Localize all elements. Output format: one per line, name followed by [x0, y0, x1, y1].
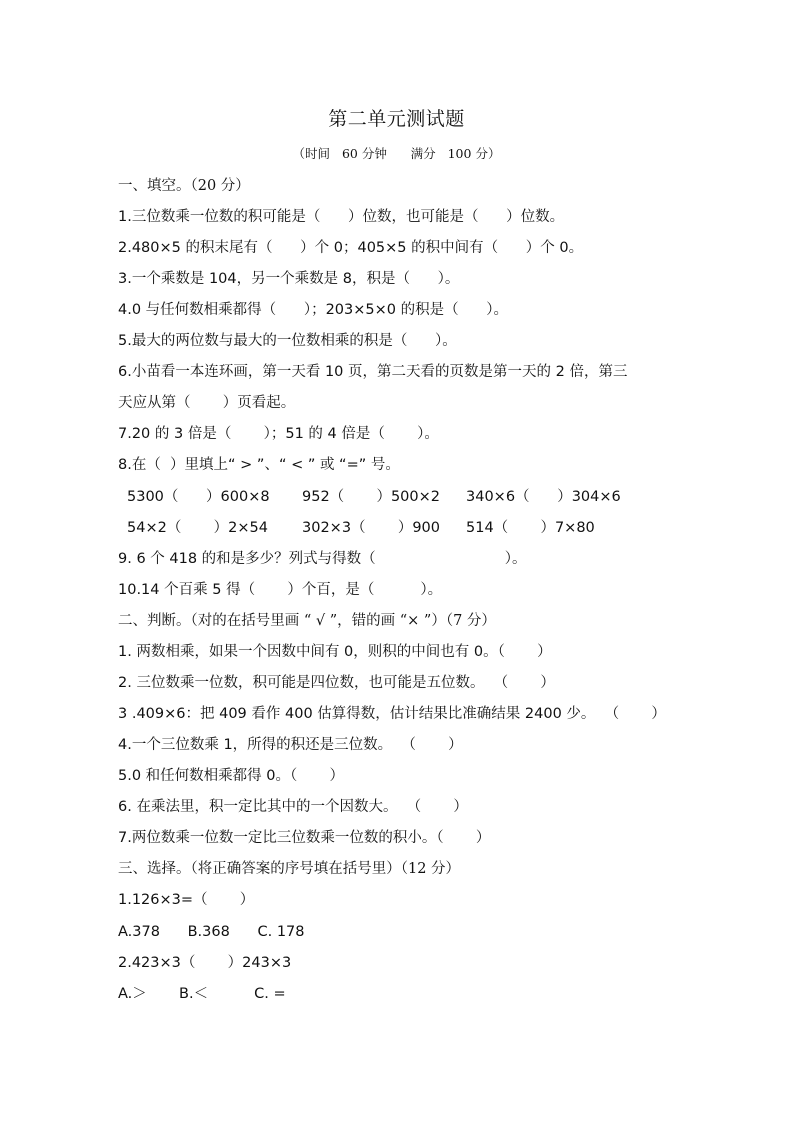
question-2-2: 2. 三位数乘一位数，积可能是四位数，也可能是五位数。 （ ） [118, 675, 555, 691]
question-2-1: 1. 两数相乘，如果一个因数中间有 0，则积的中间也有 0。（ ） [118, 644, 552, 660]
question-2-7: 7.两位数乘一位数一定比三位数乘一位数的积小。（ ） [118, 830, 491, 846]
comparison-item: 952（ ）500×2 [302, 489, 440, 505]
question-3-2: 2.423×3（ ）243×3 [118, 955, 292, 971]
question-1-1: 1.三位数乘一位数的积可能是（ ）位数，也可能是（ ）位数。 [118, 209, 565, 225]
question-2-3: 3 .409×6：把 409 看作 400 估算得数，估计结果比准确结果 2400 少。 （ ） [118, 706, 666, 722]
section-1-heading: 一、填空。（20 分） [118, 178, 250, 194]
question-1-2: 2.480×5 的积末尾有（ ）个 0；405×5 的积中间有（ ）个 0。 [118, 240, 584, 256]
question-2-5: 5.0 和任何数相乘都得 0。（ ） [118, 768, 345, 784]
question-1-9: 9. 6 个 418 的和是多少？列式与得数（ ）。 [118, 551, 527, 567]
section-3-heading: 三、选择。（将正确答案的序号填在括号里）（12 分） [118, 861, 461, 877]
question-1-4: 4.0 与任何数相乘都得（ ）；203×5×0 的积是（ ）。 [118, 302, 509, 318]
question-3-1-options: A.378 B.368 C. 178 [118, 924, 305, 940]
question-1-3: 3.一个乘数是 104，另一个乘数是 8，积是（ ）。 [118, 271, 460, 287]
question-3-1: 1.126×3=（ ） [118, 892, 255, 908]
question-2-4: 4.一个三位数乘 1，所得的积还是三位数。 （ ） [118, 737, 463, 753]
comparison-item: 514（ ）7×80 [466, 520, 595, 536]
comparison-item: 5300（ ）600×8 [127, 489, 270, 505]
question-1-8: 8.在（ ）里填上“ > ”、“ < ” 或 “=” 号。 [118, 457, 400, 473]
section-2-heading: 二、判断。（对的在括号里画 “ √ ”，错的画 “× ”）（7 分） [118, 613, 496, 629]
comparison-item: 340×6（ ）304×6 [466, 489, 621, 505]
question-1-6-cont: 天应从第（ ）页看起。 [118, 395, 296, 411]
question-1-5: 5.最大的两位数与最大的一位数相乘的积是（ ）。 [118, 333, 457, 349]
question-1-10: 10.14 个百乘 5 得（ ）个百，是（ ）。 [118, 582, 443, 598]
comparison-item: 54×2（ ）2×54 [127, 520, 268, 536]
document-subtitle: （时间 60 分钟 满分 100 分） [292, 146, 501, 161]
question-3-2-options: A.＞ B.＜ C. = [118, 986, 286, 1002]
question-1-6: 6.小苗看一本连环画，第一天看 10 页，第二天看的页数是第一天的 2 倍，第三 [118, 364, 628, 380]
comparison-item: 302×3（ ）900 [302, 520, 440, 536]
question-2-6: 6. 在乘法里，积一定比其中的一个因数大。 （ ） [118, 799, 468, 815]
document-title: 第二单元测试题 [328, 108, 465, 130]
question-1-7: 7.20 的 3 倍是（ ）；51 的 4 倍是（ ）。 [118, 426, 439, 442]
